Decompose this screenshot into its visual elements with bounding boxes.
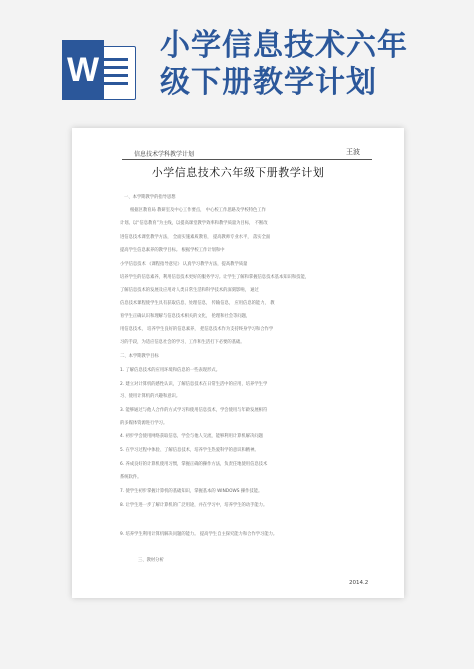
body-line: 了解信息技术的发展及应用对人类日常生活和科学技术的深刻影响， 通过 — [120, 288, 259, 293]
body-line: 进信息技术课堂教学方法， 全面实施素质教育， 提高教师专业水平， 落实全面 — [120, 235, 271, 240]
banner-title — [160, 27, 460, 101]
section-heading: 三、教材分析 — [138, 558, 164, 563]
body-line: 2. 建立对计算机的感性认识，了解信息技术在日常生活中的应用，培养学生学 — [120, 382, 268, 387]
section-heading: 一、本学期教学的指导思想 — [124, 195, 176, 200]
body-line: 培养学生的信息素养，利用信息技术更好的服务学习。让学生了解和掌握信息技术基本知识和技能， — [120, 275, 310, 280]
document-preview — [72, 128, 404, 598]
body-line: 5. 在学习过程中体验、了解信息技术，培养学生热爱科学的意识和精神。 — [120, 448, 259, 453]
word-letter-badge — [62, 40, 104, 100]
body-line: 习、使用计算机的兴趣和意识。 — [120, 394, 181, 399]
section-heading: 二、本学期教学目标 — [120, 354, 159, 359]
body-line: 小学信息技术 《课程指导意见》 认真学习教学方法，提高教学质量 — [120, 262, 248, 267]
body-line: 9. 培养学生利用计算机解决问题的能力。 提高学生自主探究能力和合作学习能力。 — [120, 532, 278, 537]
document-date: 2014.2 — [349, 580, 369, 586]
body-line: 习的手段，为适应信息社会的学习、工作和生活打下必要的基础。 — [120, 340, 245, 345]
body-line: 1. 了解信息技术的应用环境和信息的一些表现形式。 — [120, 368, 220, 373]
body-line: 4. 初步学会使用网络获取信息，学会与他人交流，能够利用计算机解决问题 — [120, 434, 263, 439]
body-line: 3. 能够通过与他人合作的方式学习和使用信息技术，学会使用与年龄发展相符 — [120, 408, 268, 413]
header-author: 王波 — [346, 148, 360, 156]
banner-title-line-2: 级下册教学计划 — [160, 65, 377, 100]
banner — [0, 0, 474, 118]
body-line: 提高学生信息素养的教学目标。 根据学校工作计划和中 — [120, 248, 225, 253]
body-line: 育学生正确认识和理解与信息技术相关的文化， 伦理和社会等问题， — [120, 314, 251, 319]
body-line: 7. 使学生初步掌握计算机的基础知识，掌握基本的 WINDOWS 操作技能。 — [120, 489, 263, 494]
body-line: 系统软件。 — [120, 475, 142, 480]
body-line: 用信息技术， 培养学生良好的信息素养， 把信息技术作为支持终身学习和合作学 — [120, 327, 274, 332]
banner-title-line-1: 小学信息技术六年 — [160, 28, 408, 63]
body-line: 计划。以“信息教育”为主线，以提高课堂教学效率和教学质量为目标， 不断改 — [120, 221, 268, 226]
word-letter: W — [66, 50, 100, 89]
header-left-text: 信息技术学科教学计划 — [134, 151, 195, 158]
word-icon — [62, 40, 136, 100]
body-line: 的多媒体资源进行学习。 — [120, 421, 168, 426]
header-rule — [122, 159, 372, 160]
body-line: 8. 让学生进一步了解计算机的广泛用途，并在学习中，培养学生的动手能力。 — [120, 503, 268, 508]
body-line: 根据区教育局 教研室及中心工作要点， 中心校工作思路及学校特色工作 — [130, 208, 266, 213]
body-line: 6. 养成良好的计算机使用习惯，掌握正确的操作方法，负责任地使用信息技术 — [120, 462, 268, 467]
body-line: 信息技术课程使学生具有获取信息，处理信息， 传输信息， 应用信息的能力， 教 — [120, 301, 275, 306]
document-title: 小学信息技术六年级下册教学计划 — [151, 166, 325, 179]
